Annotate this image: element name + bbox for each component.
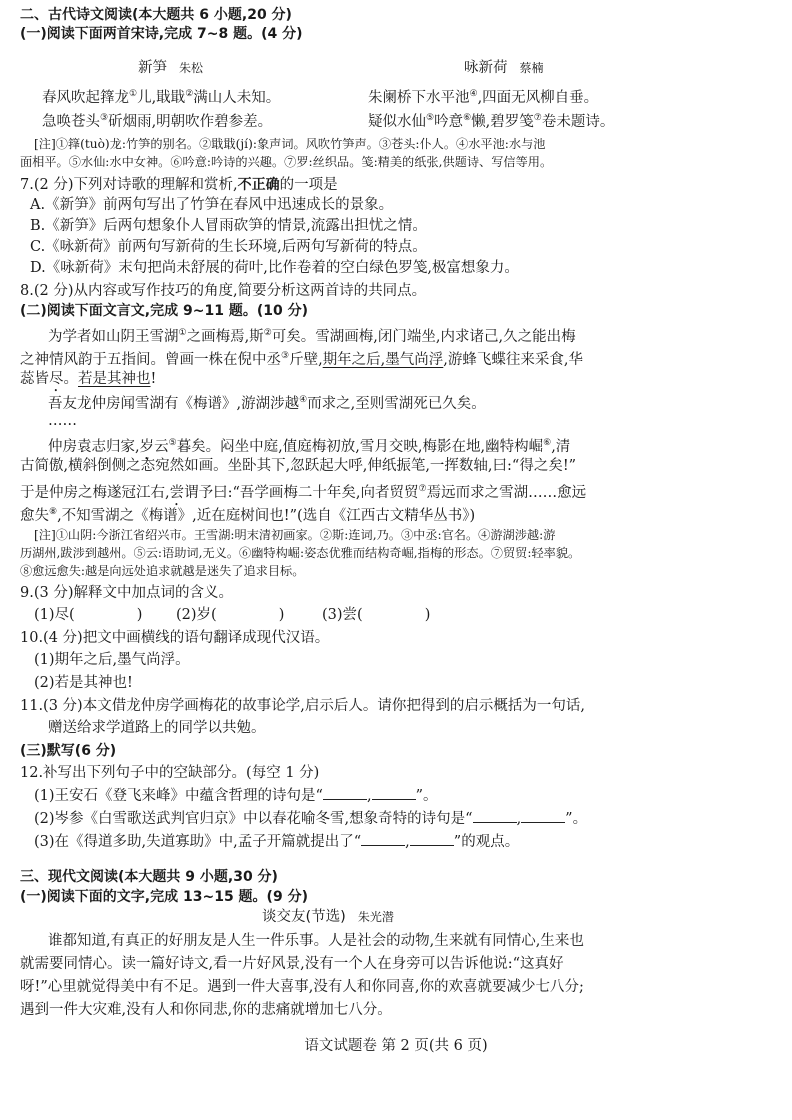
essay-title: 谈交友(节选) [262,909,346,925]
q7-option-d: D.《咏新荷》末句把尚未舒展的荷叶,比作卷着的空白绿色罗笺,极富想象力。 [30,260,519,276]
poem2-line2: 疑似水仙⑤吟意⑥懒,碧罗笺⑦卷未题诗。 [368,113,615,130]
answer-blank[interactable] [372,787,416,800]
q9-stem: 9.(3 分)解释文中加点词的含义。 [20,585,233,601]
essay-para-line4: 遇到一件大灾难,没有人和你同悲,你的悲痛就增加七八分。 [20,1002,392,1018]
essay-para-line2: 就需要同情心。读一篇好诗文,看一片好风景,没有一个人在身旁可以告诉他说:“这真好 [20,956,564,972]
underlined-sentence-2: 若是其神也 [78,371,151,387]
section3-heading: 三、现代文阅读(本大题共 9 小题,30 分) [20,869,278,885]
poem1-line2: 急唤苍头③斫烟雨,明朝吹作碧参差。 [42,113,273,130]
q9-item1: (1)尽( ) [34,607,143,623]
essay-title-block [262,907,394,927]
q7-option-c: C.《咏新荷》前两句写新荷的生长环境,后两句写新荷的特点。 [30,239,427,255]
section2-heading: 二、古代诗文阅读(本大题共 6 小题,20 分) [20,7,292,23]
notes2-line3: ⑧愈远愈失:越是向远处追求就越是迷失了追求目标。 [20,564,305,578]
poem2-title: 咏新荷 [464,60,508,76]
answer-blank[interactable] [361,833,405,846]
q9-item3: (3)尝( ) [322,607,431,623]
poem2-title-block [464,56,544,80]
dotted-word-sui: 岁 [139,438,155,455]
prose-p1-line1: 为学者如山阴王雪湖①之画梅焉,斯②可矣。雪湖画梅,闭门端坐,内求诸己,久之能出梅 [48,328,576,345]
notes2-line2: 历湖州,跋涉到越州。⑤云:语助词,无义。⑥幽特构崛:姿态优雅而结构奇崛,指梅的形态。⑦贸贸:轻率貌。 [20,546,581,560]
q7-option-a: A.《新笋》前两句写出了竹笋在春风中迅速成长的景象。 [30,197,394,213]
prose-p2: 吾友龙仲房闻雪湖有《梅谱》,游湖涉越④而求之,至则雪湖死已久矣。 [48,395,486,412]
q12-item3: (3)在《得道多助,失道寡助》中,孟子开篇就提出了“ , ”的观点。 [34,834,520,850]
q10-item2: (2)若是其神也! [34,675,133,691]
q12-stem: 12.补写出下列句子中的空缺部分。(每空 1 分) [20,765,320,781]
answer-blank[interactable] [521,810,565,823]
poem2-line1: 朱阑桥下水平池④,四面无风柳自垂。 [368,89,599,106]
part3-heading: (三)默写(6 分) [20,743,117,759]
q7-stem: 7.(2 分)下列对诗歌的理解和赏析,不正确的一项是 [20,177,338,193]
notes1-line2: 面相平。⑤水仙:水中女神。⑥吟意:吟诗的兴趣。⑦罗:丝织品。笺:精美的纸张,供题诗、写信等用。 [20,155,553,169]
q10-stem: 10.(4 分)把文中画横线的语句翻译成现代汉语。 [20,630,330,646]
poem1-title-block [138,56,203,80]
poem1-title: 新笋 [138,60,167,76]
notes1-line1: [注]①箨(tuò)龙:竹笋的别名。②戢戢(jí):象声词。风吹竹笋声。③苍头:仆人。④水平池:水与池 [34,137,546,151]
poem1-author: 朱松 [179,61,204,75]
q12-item1: (1)王安石《登飞来峰》中蕴含哲理的诗句是“ , ”。 [34,788,438,804]
page-footer: 语文试题卷 第 2 页(共 6 页) [304,1038,488,1054]
prose-p1-line2: 之神情风韵于五指间。曾画一株在倪中丞③斤壁,期年之后,墨气尚浮,游蜂飞蝶往来采食,华 [20,351,584,368]
answer-blank[interactable] [410,833,454,846]
part1-heading: (一)阅读下面两首宋诗,完成 7~8 题。(4 分) [20,26,303,42]
prose-ellipsis: …… [48,413,77,429]
notes2-line1: [注]①山阴:今浙江省绍兴市。王雪湖:明末清初画家。②斯:连词,乃。③中丞:官名。④游湖涉越:游 [34,528,556,542]
answer-blank[interactable] [323,787,367,800]
essay-author: 朱光潜 [357,910,394,924]
q12-item2: (2)岑参《白雪歌送武判官归京》中以春花喻冬雪,想象奇特的诗句是“ , ”。 [34,811,588,827]
prose-p3-line3: 于是仲房之梅遂冠江右,尝谓予曰:“吾学画梅二十年矣,向者贸贸⑦焉远而求之雪湖……愈远 [20,484,587,501]
prose-p3-line2: 古简傲,横斜倒侧之态宛然如画。坐卧其下,忽跃起大呼,伸纸振笔,一挥数轴,曰:“得之矣!” [20,458,577,474]
q11-line1: 11.(3 分)本文借龙仲房学画梅花的故事论学,启示后人。请你把得到的启示概括为一句话, [20,698,585,714]
section3-part1-heading: (一)阅读下面的文字,完成 13~15 题。(9 分) [20,889,308,905]
underlined-sentence-1: 期年之后,墨气尚浮 [322,351,444,368]
q10-item1: (1)期年之后,墨气尚浮。 [34,652,190,668]
q9-item2: (2)岁( ) [176,607,285,623]
dotted-word-jin: 尽 [49,371,64,387]
poem1-line1: 春风吹起箨龙①儿,戢戢②满山人未知。 [42,89,281,106]
answer-blank[interactable] [473,810,517,823]
dotted-word-chang: 尝 [169,484,185,501]
part2-heading: (二)阅读下面文言文,完成 9~11 题。(10 分) [20,303,308,319]
q11-line2: 赠送给求学道路上的同学以共勉。 [48,720,266,736]
essay-para-line3: 呀!”心里就觉得美中有不足。遇到一件大喜事,没有人和你同喜,你的欢喜就要减少七八分; [20,979,584,995]
essay-para-line1: 谁都知道,有真正的好朋友是人生一件乐事。人是社会的动物,生来就有同情心,生来也 [48,933,584,949]
q7-option-b: B.《新笋》后两句想象仆人冒雨砍笋的情景,流露出担忧之情。 [30,218,427,234]
prose-p3-line1: 仲房袁志归家,岁云⑤暮矣。闷坐中庭,值庭梅初放,雪月交映,梅影在地,幽特构崛⑥,清 [48,438,571,455]
q8-stem: 8.(2 分)从内容或写作技巧的角度,简要分析这两首诗的共同点。 [20,283,427,299]
prose-p3-line4: 愈失⑧,不知雪湖之《梅谱》,近在庭树间也!”(选自《江西古文精华丛书》) [20,507,476,524]
poem2-author: 蔡楠 [519,61,544,75]
prose-p1-line3: 蕊皆尽。若是其神也! [20,371,157,387]
